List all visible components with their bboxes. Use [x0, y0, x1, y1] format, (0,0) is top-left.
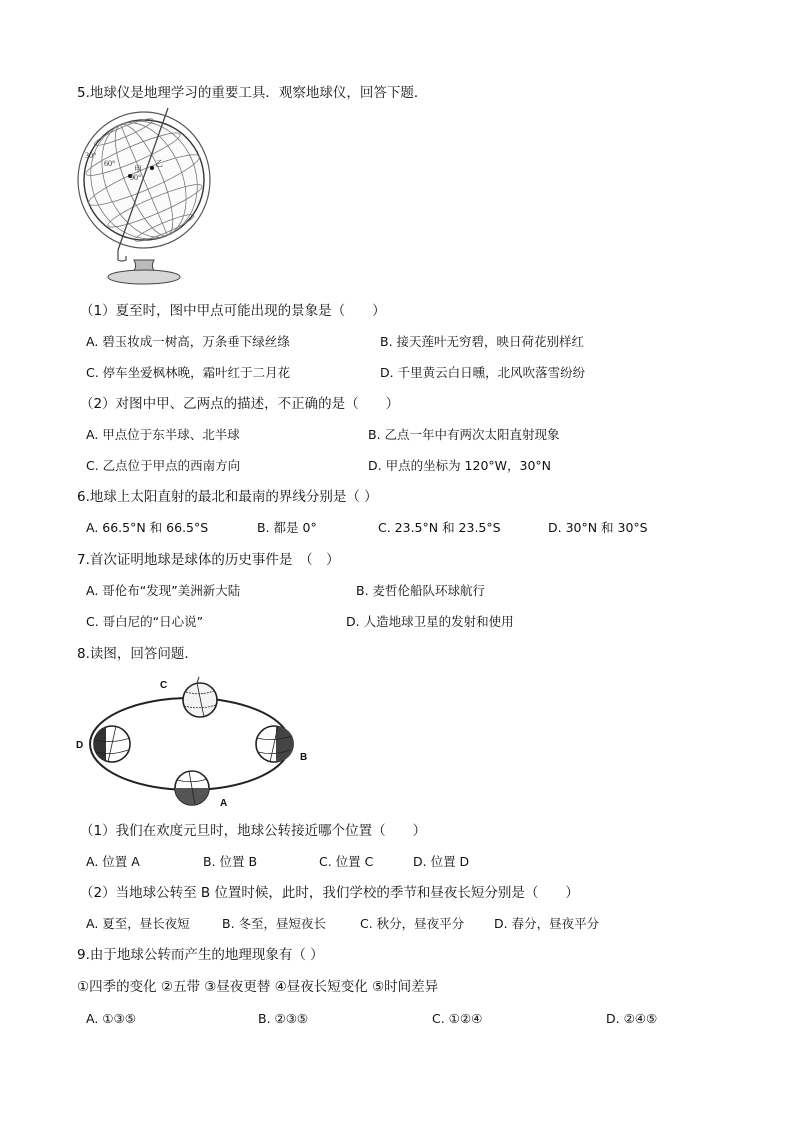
q8-sub2-option-c[interactable]: C. 秋分，昼夜平分	[360, 916, 465, 931]
q6-option-b[interactable]: B. 都是 0°	[257, 520, 317, 535]
q6-option-d[interactable]: D. 30°N 和 30°S	[548, 520, 648, 535]
q8-sub1-option-c[interactable]: C. 位置 C	[319, 854, 374, 869]
q5-sub2-option-a[interactable]: A. 甲点位于东半球、北半球	[86, 427, 240, 442]
q5-sub1-option-b[interactable]: B. 接天莲叶无穷碧，映日荷花别样红	[380, 334, 585, 349]
q8-sub2-option-b[interactable]: B. 冬至，昼短夜长	[222, 916, 327, 931]
q7-option-c[interactable]: C. 哥白尼的“日心说”	[86, 614, 204, 629]
globe-label-jia: 甲	[134, 165, 142, 174]
q9-option-c[interactable]: C. ①②④	[432, 1011, 483, 1026]
q5-sub1-stem: （1）夏至时，图中甲点可能出现的景象是（ ）	[80, 303, 386, 319]
q9-option-d[interactable]: D. ②④⑤	[606, 1011, 658, 1026]
globe-label-yi: 乙	[155, 159, 163, 168]
q8-sub2-option-a[interactable]: A. 夏至，昼长夜短	[86, 916, 190, 931]
orbit-label-b: B	[300, 752, 308, 763]
q8-sub1-stem: （1）我们在欢度元旦时，地球公转接近哪个位置（ ）	[80, 823, 427, 839]
q9-stem: 9.由于地球公转而产生的地理现象有（ ）	[77, 947, 324, 963]
q8-sub1-option-a[interactable]: A. 位置 A	[86, 854, 140, 869]
q5-sub2-option-d[interactable]: D. 甲点的坐标为 120°W，30°N	[368, 458, 552, 473]
q5-sub2-option-c[interactable]: C. 乙点位于甲点的西南方向	[86, 458, 241, 473]
q5-stem: 5.地球仪是地理学习的重要工具．观察地球仪，回答下题．	[77, 85, 428, 101]
q8-stem: 8.读图，回答问题．	[77, 646, 198, 662]
q8-sub1-option-b[interactable]: B. 位置 B	[203, 854, 258, 869]
q8-sub2-stem: （2）当地球公转至 B 位置时候，此时，我们学校的季节和昼夜长短分别是（ ）	[80, 885, 579, 901]
globe-label-90: 90°	[130, 173, 142, 182]
orbit-label-c: C	[160, 680, 168, 691]
q6-option-a[interactable]: A. 66.5°N 和 66.5°S	[86, 520, 209, 535]
q7-option-d[interactable]: D. 人造地球卫星的发射和使用	[346, 614, 514, 629]
q5-sub1-option-d[interactable]: D. 千里黄云白日曛，北风吹落雪纷纷	[380, 365, 586, 380]
orbit-label-d: D	[76, 740, 84, 751]
q7-stem: 7.首次证明地球是球体的历史事件是 （ ）	[77, 552, 340, 568]
orbit-label-a: A	[220, 798, 228, 809]
q9-option-b[interactable]: B. ②③⑤	[258, 1011, 309, 1026]
q9-items: ①四季的变化 ②五带 ③昼夜更替 ④昼夜长短变化 ⑤时间差异	[77, 979, 439, 995]
q5-sub2-stem: （2）对图中甲、乙两点的描述，不正确的是（ ）	[80, 396, 400, 412]
q8-sub1-option-d[interactable]: D. 位置 D	[413, 854, 470, 869]
q6-option-c[interactable]: C. 23.5°N 和 23.5°S	[378, 520, 501, 535]
q5-sub1-option-c[interactable]: C. 停车坐爱枫林晚，霜叶红于二月花	[86, 365, 291, 380]
orbit-figure	[72, 672, 312, 812]
globe-figure	[82, 110, 217, 290]
globe-label-60: 60°	[104, 159, 116, 168]
q8-sub2-option-d[interactable]: D. 春分，昼夜平分	[494, 916, 600, 931]
q7-option-a[interactable]: A. 哥伦布“发现”美洲新大陆	[86, 583, 241, 598]
q6-stem: 6.地球上太阳直射的最北和最南的界线分别是（ ）	[77, 489, 378, 505]
q5-sub1-option-a[interactable]: A. 碧玉妆成一树高，万条垂下绿丝绦	[86, 334, 290, 349]
q5-sub2-option-b[interactable]: B. 乙点一年中有两次太阳直射现象	[368, 427, 560, 442]
globe-label-30: 30°	[85, 151, 97, 160]
q9-option-a[interactable]: A. ①③⑤	[86, 1011, 136, 1026]
q7-option-b[interactable]: B. 麦哲伦船队环球航行	[356, 583, 486, 598]
